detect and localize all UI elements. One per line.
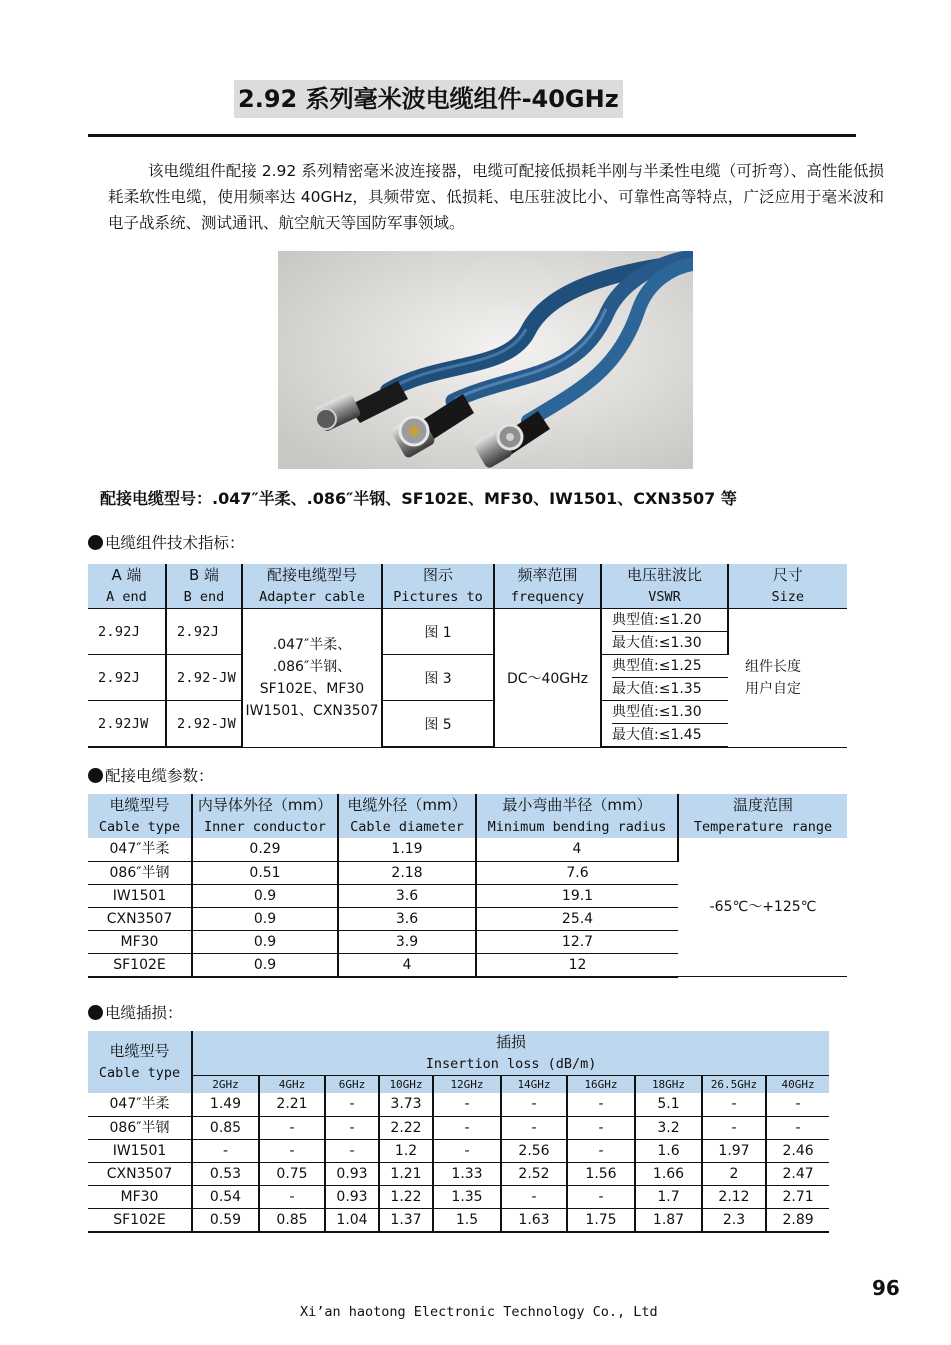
freq-header: 16GHz: [567, 1076, 635, 1094]
loss-cell: 2.12: [702, 1185, 766, 1208]
loss-cell: 3.2: [635, 1116, 702, 1139]
title-rule: [88, 134, 856, 137]
section-specs-heading: 电缆组件技术指标：: [88, 531, 245, 553]
cable-type-cell: CXN3507: [88, 1162, 192, 1185]
loss-cell: 2.52: [501, 1162, 567, 1185]
title-box: [234, 80, 623, 118]
inner-conductor-cell: 0.9: [192, 884, 338, 907]
loss-cell: 0.85: [259, 1208, 325, 1232]
bend-radius-cell: 19.1: [476, 884, 678, 907]
loss-cell: -: [567, 1139, 635, 1162]
freq-header: 18GHz: [635, 1076, 702, 1094]
specs-table: [88, 564, 848, 748]
loss-cell: 1.49: [192, 1093, 259, 1116]
loss-cell: -: [702, 1093, 766, 1116]
compatible-cables-line: 配接电缆型号：.047″半柔、.086″半钢、SF102E、MF30、IW1501、CXN3507 等: [100, 489, 737, 508]
loss-cell: 1.04: [325, 1208, 379, 1232]
params-header-bend: 最小弯曲半径（mm） Minimum bending radius: [476, 794, 678, 838]
cable-type-cell: 086″半钢: [88, 1116, 192, 1139]
cable-diameter-cell: 3.9: [338, 930, 476, 953]
loss-cell: -: [433, 1139, 501, 1162]
loss-cell: -: [433, 1093, 501, 1116]
inner-conductor-cell: 0.51: [192, 861, 338, 884]
cable-type-cell: 047″半柔: [88, 1093, 192, 1116]
loss-cell: 2.56: [501, 1139, 567, 1162]
loss-cell: 2.3: [702, 1208, 766, 1232]
insertion-loss-table: [88, 1031, 829, 1233]
loss-cell: -: [766, 1093, 829, 1116]
loss-cell: -: [325, 1139, 379, 1162]
params-header-inner: 内导体外径（mm） Inner conductor: [192, 794, 338, 838]
loss-cell: 1.2: [379, 1139, 433, 1162]
section-cable-params-heading: 配接电缆参数：: [88, 764, 214, 786]
loss-cell: 1.35: [433, 1185, 501, 1208]
picture-cell: 图 5: [382, 701, 494, 748]
cable-type-cell: MF30: [88, 930, 192, 953]
loss-cell: 1.7: [635, 1185, 702, 1208]
b-end-cell: 2.92J: [166, 609, 242, 655]
size-cell: 组件长度 用户自定: [728, 609, 847, 748]
loss-cell: -: [501, 1093, 567, 1116]
cable-type-cell: SF102E: [88, 953, 192, 977]
table-row: [88, 1185, 829, 1208]
inner-conductor-cell: 0.29: [192, 838, 338, 861]
loss-cell: 0.93: [325, 1162, 379, 1185]
bend-radius-cell: 12.7: [476, 930, 678, 953]
loss-cell: 1.6: [635, 1139, 702, 1162]
freq-header: 4GHz: [259, 1076, 325, 1094]
b-end-cell: 2.92-JW: [166, 701, 242, 748]
bullet-icon: [88, 1005, 103, 1020]
loss-cell: -: [567, 1185, 635, 1208]
specs-row: [88, 609, 847, 655]
specs-header-cable: 配接电缆型号 Adapter cable: [242, 564, 382, 609]
loss-cell: 0.53: [192, 1162, 259, 1185]
loss-cell: -: [567, 1116, 635, 1139]
inner-conductor-cell: 0.9: [192, 930, 338, 953]
a-end-cell: 2.92J: [88, 609, 166, 655]
loss-cell: 1.66: [635, 1162, 702, 1185]
loss-cell: 1.63: [501, 1208, 567, 1232]
footer-company: Xi’an haotong Electronic Technology Co., Ltd: [300, 1304, 658, 1320]
freq-header: 10GHz: [379, 1076, 433, 1094]
adapter-cable-cell: .047″半柔、 .086″半钢、 SF102E、MF30 IW1501、CXN3507: [242, 609, 382, 748]
cable-params-table: [88, 794, 847, 978]
loss-cell: 1.87: [635, 1208, 702, 1232]
loss-header-row: [88, 1031, 829, 1076]
table-row: [88, 1116, 829, 1139]
loss-cell: 1.37: [379, 1208, 433, 1232]
bend-radius-cell: 4: [476, 838, 678, 861]
picture-cell: 图 1: [382, 609, 494, 655]
loss-cell: 1.33: [433, 1162, 501, 1185]
specs-header-vswr: 电压驻波比 VSWR: [601, 564, 728, 609]
temperature-cell: -65℃～+125℃: [678, 838, 847, 977]
cable-diameter-cell: 3.6: [338, 884, 476, 907]
cable-assembly-photo: [278, 251, 693, 469]
bend-radius-cell: 25.4: [476, 907, 678, 930]
loss-cell: -: [433, 1116, 501, 1139]
b-end-cell: 2.92-JW: [166, 655, 242, 701]
loss-header-cable: 电缆型号 Cable type: [88, 1031, 192, 1093]
a-end-cell: 2.92JW: [88, 701, 166, 748]
freq-header: 14GHz: [501, 1076, 567, 1094]
table-row: [88, 1162, 829, 1185]
cable-type-cell: SF102E: [88, 1208, 192, 1232]
table-row: [88, 1139, 829, 1162]
loss-cell: 1.22: [379, 1185, 433, 1208]
loss-cell: 1.97: [702, 1139, 766, 1162]
inner-conductor-cell: 0.9: [192, 953, 338, 977]
loss-cell: 0.85: [192, 1116, 259, 1139]
bullet-icon: [88, 768, 103, 783]
loss-cell: -: [501, 1116, 567, 1139]
loss-cell: 1.21: [379, 1162, 433, 1185]
loss-frequency-row: [88, 1076, 829, 1094]
vswr-cell: 典型值:≤1.30 最大值:≤1.45: [601, 701, 728, 748]
freq-header: 26.5GHz: [702, 1076, 766, 1094]
loss-cell: -: [766, 1116, 829, 1139]
bend-radius-cell: 7.6: [476, 861, 678, 884]
vswr-cell: 典型值:≤1.20 最大值:≤1.30: [601, 609, 728, 655]
loss-cell: -: [567, 1093, 635, 1116]
specs-header-a: A 端 A end: [88, 564, 166, 609]
specs-header-row: [88, 564, 847, 609]
loss-header-title: 插损 Insertion loss (dB/m): [192, 1031, 829, 1076]
page-number: 96: [872, 1276, 900, 1300]
loss-cell: 2.22: [379, 1116, 433, 1139]
section-insertion-loss-heading: 电缆插损：: [88, 1001, 183, 1023]
cable-diameter-cell: 1.19: [338, 838, 476, 861]
loss-cell: 1.56: [567, 1162, 635, 1185]
cable-type-cell: IW1501: [88, 1139, 192, 1162]
specs-header-frequency: 频率范围 frequency: [494, 564, 601, 609]
loss-cell: 2.46: [766, 1139, 829, 1162]
loss-cell: -: [702, 1116, 766, 1139]
vswr-cell: 典型值:≤1.25 最大值:≤1.35: [601, 655, 728, 701]
cable-type-cell: IW1501: [88, 884, 192, 907]
cable-type-cell: CXN3507: [88, 907, 192, 930]
picture-cell: 图 3: [382, 655, 494, 701]
cable-params-header-row: [88, 794, 847, 838]
loss-cell: 3.73: [379, 1093, 433, 1116]
loss-cell: 1.5: [433, 1208, 501, 1232]
loss-cell: 2.89: [766, 1208, 829, 1232]
loss-cell: 2.21: [259, 1093, 325, 1116]
cable-diameter-cell: 2.18: [338, 861, 476, 884]
loss-cell: 2.47: [766, 1162, 829, 1185]
loss-cell: -: [259, 1139, 325, 1162]
loss-cell: 0.93: [325, 1185, 379, 1208]
cable-diameter-cell: 3.6: [338, 907, 476, 930]
loss-cell: 0.54: [192, 1185, 259, 1208]
loss-cell: 5.1: [635, 1093, 702, 1116]
loss-cell: -: [325, 1116, 379, 1139]
freq-header: 12GHz: [433, 1076, 501, 1094]
cable-type-cell: MF30: [88, 1185, 192, 1208]
cable-type-cell: 047″半柔: [88, 838, 192, 861]
loss-cell: -: [259, 1116, 325, 1139]
cable-type-cell: 086″半钢: [88, 861, 192, 884]
specs-header-picture: 图示 Pictures to: [382, 564, 494, 609]
table-row: [88, 838, 847, 861]
table-row: [88, 1208, 829, 1232]
inner-conductor-cell: 0.9: [192, 907, 338, 930]
frequency-cell: DC～40GHz: [494, 609, 601, 748]
loss-cell: -: [325, 1093, 379, 1116]
loss-cell: -: [192, 1139, 259, 1162]
freq-header: 6GHz: [325, 1076, 379, 1094]
loss-cell: -: [259, 1185, 325, 1208]
intro-paragraph: 该电缆组件配接 2.92 系列精密毫米波连接器，电缆可配接低损耗半刚与半柔性电缆（可折弯）、高性能低损耗柔软性电缆，使用频率达 40GHz，具频带宽、低损耗、电压驻波比小、可靠性高等特点，广泛应用于毫米波和电子战系统、测试通讯、航空航天等国防军事领域。: [108, 162, 884, 232]
params-header-temp: 温度范围 Temperature range: [678, 794, 847, 838]
specs-header-b: B 端 B end: [166, 564, 242, 609]
cable-diameter-cell: 4: [338, 953, 476, 977]
freq-header: 40GHz: [766, 1076, 829, 1094]
bullet-icon: [88, 535, 103, 550]
table-row: [88, 1093, 829, 1116]
a-end-cell: 2.92J: [88, 655, 166, 701]
bend-radius-cell: 12: [476, 953, 678, 977]
loss-cell: 2: [702, 1162, 766, 1185]
loss-cell: 2.71: [766, 1185, 829, 1208]
loss-cell: 1.75: [567, 1208, 635, 1232]
specs-header-size: 尺寸 Size: [728, 564, 847, 609]
params-header-diameter: 电缆外径（mm） Cable diameter: [338, 794, 476, 838]
params-header-type: 电缆型号 Cable type: [88, 794, 192, 838]
freq-header: 2GHz: [192, 1076, 259, 1094]
loss-cell: -: [501, 1185, 567, 1208]
loss-cell: 0.75: [259, 1162, 325, 1185]
page-title: 2.92 系列毫米波电缆组件-40GHz: [238, 85, 619, 113]
loss-cell: 0.59: [192, 1208, 259, 1232]
